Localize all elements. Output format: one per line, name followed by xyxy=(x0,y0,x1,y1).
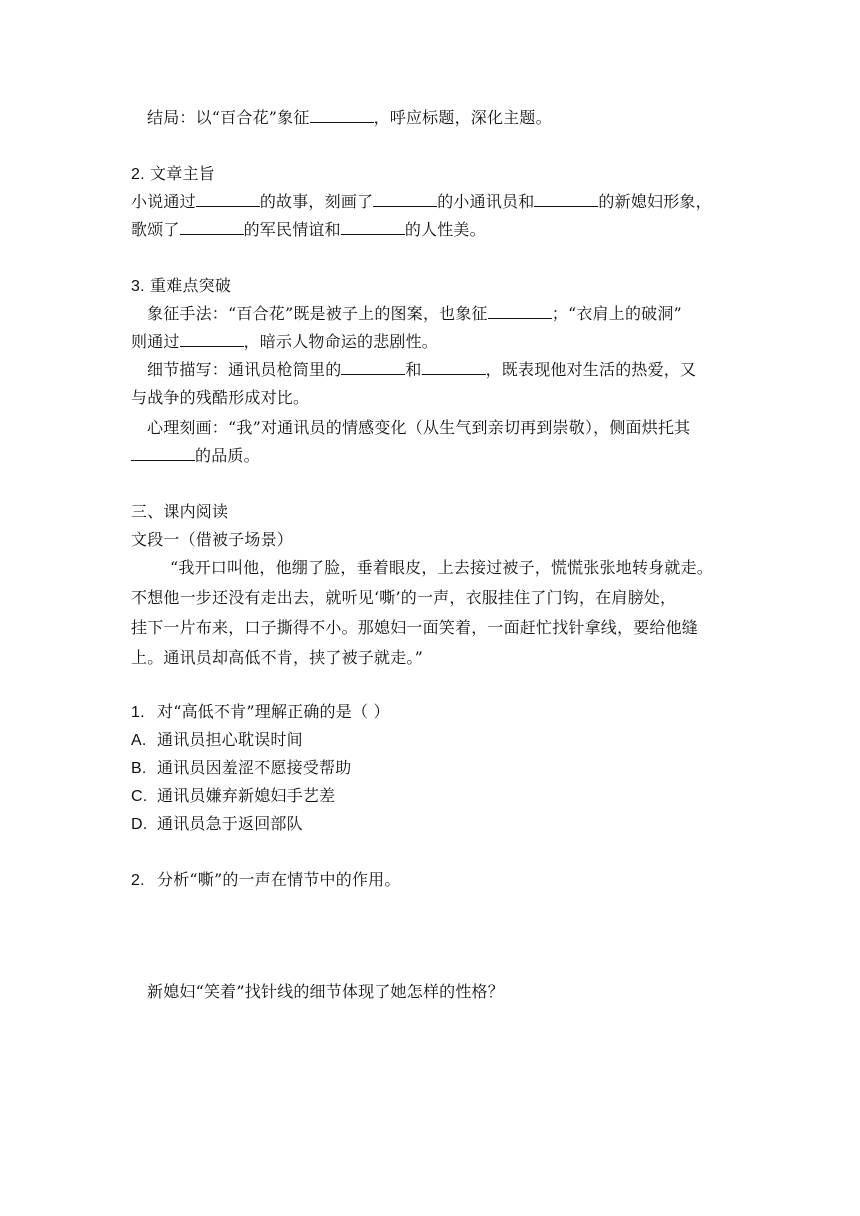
text: “我开口叫他，他绷了脸，垂着眼皮，上去接过被子，慌慌张张地转身就走。 xyxy=(170,558,713,577)
theme-line-2 xyxy=(131,220,486,240)
text: 的军民情谊和 xyxy=(243,220,341,239)
heading-number: 2. xyxy=(131,166,145,183)
option-text: 通讯员急于返回部队 xyxy=(157,814,303,833)
text: 小说通过 xyxy=(131,192,196,211)
theme-line-1 xyxy=(131,192,712,212)
question-number: 2. xyxy=(131,872,145,889)
text: 挂下一片布来，口子撕得不小。那媳妇一面笑着，一面赶忙找针拿线，要给他缝 xyxy=(131,618,699,637)
fill-blank[interactable] xyxy=(341,220,405,235)
fill-blank[interactable] xyxy=(341,360,405,375)
question-1 xyxy=(131,702,390,723)
text: 的人性美。 xyxy=(404,220,486,239)
fill-blank[interactable] xyxy=(196,192,260,207)
symbol-line-2 xyxy=(131,332,438,352)
symbol-line-1 xyxy=(147,304,682,324)
option-text: 通讯员嫌弃新媳妇手艺差 xyxy=(157,786,336,805)
fill-blank[interactable] xyxy=(131,446,195,461)
text: ；“衣肩上的破洞” xyxy=(551,304,682,323)
text: 象征手法：“百合花”既是被子上的图案，也象征 xyxy=(147,304,488,323)
section-heading-theme xyxy=(131,164,215,185)
text: 则通过 xyxy=(131,332,180,351)
text: 细节描写：通讯员枪筒里的 xyxy=(147,360,342,379)
fill-blank[interactable] xyxy=(310,108,374,123)
fill-blank[interactable] xyxy=(180,332,244,347)
question-number: 1. xyxy=(131,704,145,721)
passage-title xyxy=(131,530,293,550)
detail-line-2 xyxy=(131,388,309,408)
text: 不想他一步还没有走出去，就听见‘嘶’的一声，衣服挂住了门钩，在肩膀处， xyxy=(131,588,677,607)
heading-title: 文章主旨 xyxy=(150,164,215,183)
option-letter: A. xyxy=(131,732,147,749)
option-d[interactable] xyxy=(131,814,303,835)
question-text: 对“高低不肯”理解正确的是（ ） xyxy=(157,702,390,721)
text: 心理刻画：“我”对通讯员的情感变化（从生气到亲切再到崇敬），侧面烘托其 xyxy=(147,418,691,437)
text: 的品质。 xyxy=(195,446,260,465)
fill-blank[interactable] xyxy=(488,304,552,319)
passage-line-2 xyxy=(131,588,676,608)
question-3 xyxy=(147,982,504,1002)
option-letter: C. xyxy=(131,788,148,805)
passage-line-4 xyxy=(131,648,423,668)
option-text: 通讯员因羞涩不愿接受帮助 xyxy=(157,758,352,777)
option-a[interactable] xyxy=(131,730,303,751)
option-b[interactable] xyxy=(131,758,351,779)
ending-text-end: ，呼应标题，深化主题。 xyxy=(373,108,552,127)
text: 上。通讯员却高低不肯，挟了被子就走。” xyxy=(131,648,423,667)
text: 的故事，刻画了 xyxy=(259,192,374,211)
fill-blank[interactable] xyxy=(373,192,437,207)
option-letter: B. xyxy=(131,760,147,777)
text: 歌颂了 xyxy=(131,220,180,239)
option-c[interactable] xyxy=(131,786,335,807)
fill-blank[interactable] xyxy=(422,360,486,375)
detail-line-1 xyxy=(147,360,696,380)
ending-line xyxy=(147,108,552,128)
text: ，既表现他对生活的热爱，又 xyxy=(485,360,697,379)
option-text: 通讯员担心耽误时间 xyxy=(157,730,303,749)
fill-blank[interactable] xyxy=(534,192,598,207)
question-2 xyxy=(131,870,401,891)
option-letter: D. xyxy=(131,816,148,833)
passage-line-1 xyxy=(170,558,713,578)
passage-line-3 xyxy=(131,618,698,638)
text: 的新媳妇形象， xyxy=(598,192,712,211)
text: 文段一（借被子场景） xyxy=(131,530,294,549)
text: 与战争的残酷形成对比。 xyxy=(131,388,310,407)
heading-title: 重难点突破 xyxy=(150,276,232,295)
text: 三、课内阅读 xyxy=(131,502,229,521)
text: 的小通讯员和 xyxy=(437,192,535,211)
heading-number: 3. xyxy=(131,278,145,295)
question-text: 分析“嘶”的一声在情节中的作用。 xyxy=(157,870,401,889)
fill-blank[interactable] xyxy=(180,220,244,235)
section-heading-key xyxy=(131,276,231,297)
text: ，暗示人物命运的悲剧性。 xyxy=(243,332,439,351)
ending-text: 结局：以“百合花”象征 xyxy=(147,108,310,127)
text: 和 xyxy=(405,360,422,379)
psych-line-1 xyxy=(147,418,690,438)
question-text: 新媳妇“笑着”找针线的细节体现了她怎样的性格？ xyxy=(147,982,504,1001)
section-heading-reading xyxy=(131,502,228,522)
psych-line-2 xyxy=(131,446,260,466)
